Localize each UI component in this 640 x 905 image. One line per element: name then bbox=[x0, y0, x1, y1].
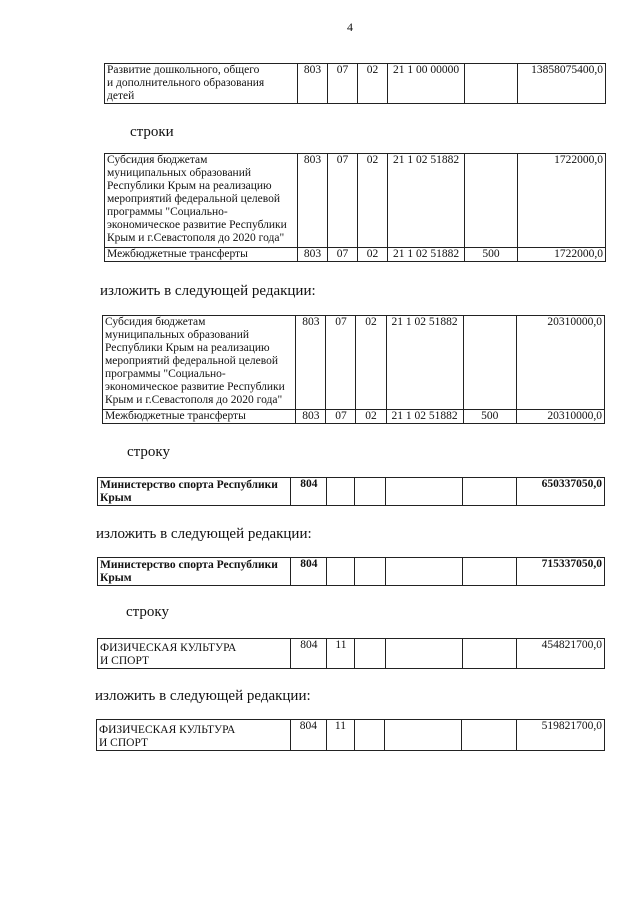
budget-table bbox=[96, 719, 605, 751]
code-ministry: 804 bbox=[291, 478, 327, 506]
row-name: ФИЗИЧЕСКАЯ КУЛЬТУРА И СПОРТ bbox=[98, 639, 291, 669]
table-row bbox=[105, 154, 606, 248]
code-target-article: 21 1 02 51882 bbox=[386, 316, 463, 410]
instruction-text: изложить в следующей редакции: bbox=[95, 688, 311, 704]
code-expense-type bbox=[463, 316, 516, 410]
table-row bbox=[97, 720, 605, 751]
code-ministry: 804 bbox=[291, 639, 327, 669]
budget-table bbox=[104, 63, 606, 104]
code-target-article: 21 1 00 00000 bbox=[388, 64, 465, 104]
code-expense-type bbox=[462, 720, 516, 751]
code-section bbox=[327, 558, 355, 586]
code-subsection bbox=[355, 720, 385, 751]
table-row bbox=[105, 248, 606, 262]
code-ministry: 803 bbox=[296, 410, 326, 424]
code-ministry: 803 bbox=[298, 64, 328, 104]
amount: 1722000,0 bbox=[518, 248, 606, 262]
amount: 650337050,0 bbox=[516, 478, 604, 506]
code-ministry: 804 bbox=[291, 558, 327, 586]
amount: 20310000,0 bbox=[516, 410, 604, 424]
code-ministry: 803 bbox=[298, 248, 328, 262]
code-target-article bbox=[385, 639, 462, 669]
row-name: Межбюджетные трансферты bbox=[105, 248, 298, 262]
table-row bbox=[103, 410, 605, 424]
code-section bbox=[327, 478, 355, 506]
code-subsection: 02 bbox=[356, 410, 386, 424]
code-section: 11 bbox=[327, 639, 355, 669]
code-expense-type bbox=[465, 154, 518, 248]
row-name: Субсидия бюджетам муниципальных образований Республики Крым на реализацию мероприятий федеральной целевой программы "Социально- экономическое развитие Республики Крым и г.Севастополя до 2020 года" bbox=[103, 316, 296, 410]
table-row bbox=[98, 558, 605, 586]
code-section: 11 bbox=[326, 720, 354, 751]
code-subsection bbox=[355, 558, 385, 586]
code-ministry: 804 bbox=[290, 720, 326, 751]
code-subsection: 02 bbox=[358, 64, 388, 104]
row-name: Межбюджетные трансферты bbox=[103, 410, 296, 424]
amount: 13858075400,0 bbox=[518, 64, 606, 104]
code-expense-type: 500 bbox=[463, 410, 516, 424]
code-target-article bbox=[385, 478, 462, 506]
row-name: ФИЗИЧЕСКАЯ КУЛЬТУРА И СПОРТ bbox=[97, 720, 291, 751]
amount: 20310000,0 bbox=[516, 316, 604, 410]
code-section: 07 bbox=[328, 64, 358, 104]
code-target-article: 21 1 02 51882 bbox=[388, 248, 465, 262]
table-row bbox=[103, 316, 605, 410]
instruction-text: изложить в следующей редакции: bbox=[100, 283, 316, 299]
table-row bbox=[98, 639, 605, 669]
table-row bbox=[105, 64, 606, 104]
budget-table bbox=[97, 477, 605, 506]
row-name: Субсидия бюджетам муниципальных образований Республики Крым на реализацию мероприятий федеральной целевой программы "Социально- экономическое развитие Республики Крым и г.Севастополя до 2020 года" bbox=[105, 154, 298, 248]
code-expense-type: 500 bbox=[465, 248, 518, 262]
amount: 1722000,0 bbox=[518, 154, 606, 248]
code-target-article bbox=[385, 558, 462, 586]
amount: 519821700,0 bbox=[516, 720, 604, 751]
amount: 454821700,0 bbox=[516, 639, 604, 669]
code-section: 07 bbox=[326, 316, 356, 410]
code-subsection: 02 bbox=[356, 316, 386, 410]
code-subsection bbox=[355, 478, 385, 506]
instruction-text: строку bbox=[127, 444, 170, 460]
code-subsection: 02 bbox=[358, 154, 388, 248]
row-name: Министерство спорта Республики Крым bbox=[98, 478, 291, 506]
code-ministry: 803 bbox=[298, 154, 328, 248]
code-expense-type bbox=[462, 558, 516, 586]
row-name: Министерство спорта Республики Крым bbox=[98, 558, 291, 586]
code-target-article bbox=[385, 720, 462, 751]
budget-table bbox=[102, 315, 605, 424]
instruction-text: строки bbox=[130, 124, 174, 140]
code-section: 07 bbox=[328, 248, 358, 262]
code-ministry: 803 bbox=[296, 316, 326, 410]
code-section: 07 bbox=[328, 154, 358, 248]
code-target-article: 21 1 02 51882 bbox=[386, 410, 463, 424]
row-name: Развитие дошкольного, общего и дополнительного образования детей bbox=[105, 64, 298, 104]
budget-table bbox=[97, 638, 605, 669]
code-expense-type bbox=[462, 478, 516, 506]
code-expense-type bbox=[465, 64, 518, 104]
amount: 715337050,0 bbox=[516, 558, 604, 586]
code-subsection bbox=[355, 639, 385, 669]
instruction-text: изложить в следующей редакции: bbox=[96, 526, 312, 542]
instruction-text: строку bbox=[126, 604, 169, 620]
code-subsection: 02 bbox=[358, 248, 388, 262]
code-section: 07 bbox=[326, 410, 356, 424]
page-number: 4 bbox=[347, 20, 353, 34]
budget-table bbox=[104, 153, 606, 262]
code-expense-type bbox=[462, 639, 516, 669]
code-target-article: 21 1 02 51882 bbox=[388, 154, 465, 248]
table-row bbox=[98, 478, 605, 506]
budget-table bbox=[97, 557, 605, 586]
